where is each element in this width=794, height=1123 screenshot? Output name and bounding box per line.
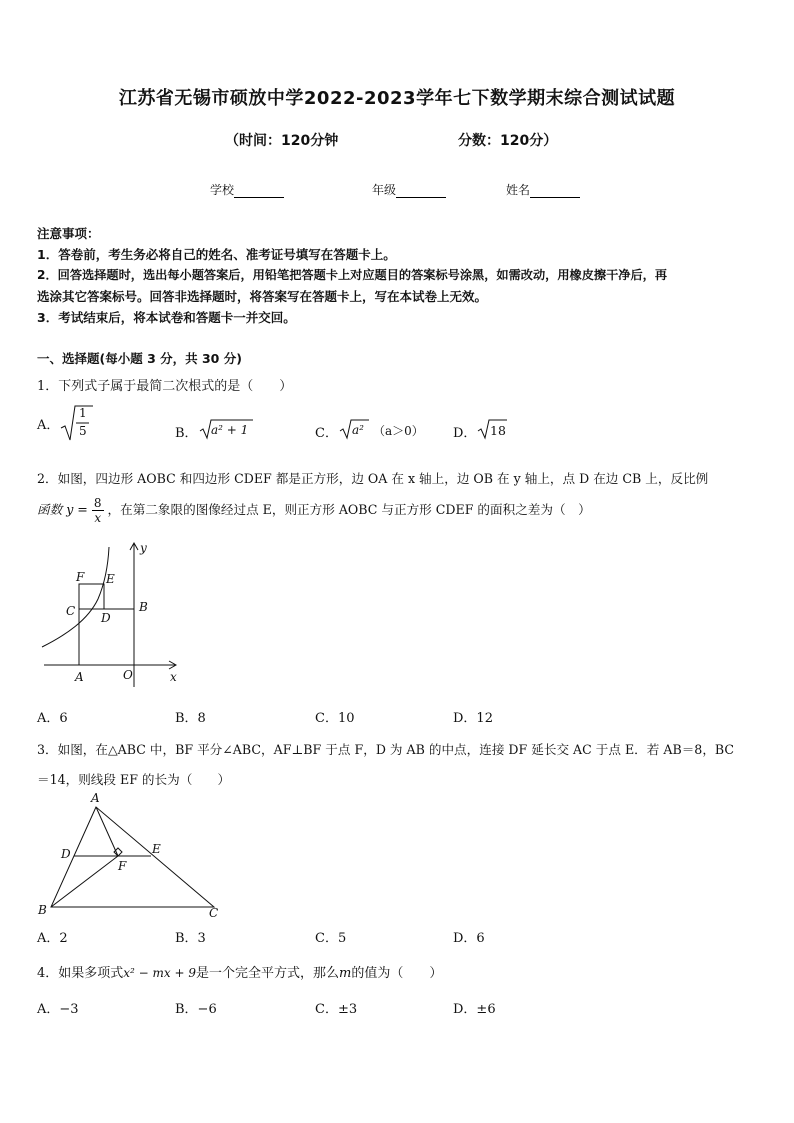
q3-label-c: C	[209, 906, 219, 920]
q3-triangle-abc	[51, 807, 214, 907]
q2-label-e: E	[106, 572, 115, 586]
q1-option-c	[315, 422, 424, 441]
q4-option-a: A．−3	[37, 1002, 79, 1017]
q2-label-a: A	[75, 670, 84, 684]
exam-time: （时间：120分钟	[225, 133, 339, 149]
q2-hyperbola	[42, 547, 109, 647]
q4-option-b: B．−6	[175, 1002, 217, 1017]
q2-option-b: B．8	[175, 711, 206, 726]
q3-label-b: B	[38, 903, 47, 917]
q4-var: m	[339, 966, 352, 981]
q2-line2-rest: ，在第二象限的图像经过点 E，则正方形 AOBC 与正方形 CDEF 的面积之差为（ ）	[107, 502, 591, 517]
q1-option-b	[175, 422, 249, 441]
q2-func-prefix: 函数 y =	[37, 502, 88, 517]
section-heading: 一、选择题(每小题 3 分，共 30 分)	[37, 351, 242, 366]
q1-c-condition: （a＞0）	[373, 424, 424, 438]
q2-label-b: B	[139, 600, 148, 614]
q2-label-x: x	[170, 670, 177, 684]
notes-heading: 注意事项：	[37, 226, 100, 241]
name-field	[506, 181, 580, 198]
q3-option-d: D．6	[453, 931, 485, 946]
q1-a-radical	[59, 404, 93, 444]
q3-option-a: A．2	[37, 931, 68, 946]
note-2a: 2．回答选择题时，选出每小题答案后，用铅笔把答题卡上对应题目的答案标号涂黑，如需改动，用橡皮擦干净后，再	[37, 268, 668, 282]
grade-label: 年级	[372, 183, 397, 197]
q2-label-o: O	[123, 668, 133, 682]
q1-option-a	[37, 406, 87, 438]
q2-line2	[37, 496, 591, 525]
note-2b: 选涂其它答案标号。回答非选择题时，将答案写在答题卡上，写在本试卷上无效。	[37, 289, 488, 304]
page-title: 江苏省无锡市硕放中学2022-2023学年七下数学期末综合测试试题	[118, 88, 676, 109]
q4-post: 的值为（ ）	[351, 966, 443, 981]
q3-label-a: A	[91, 791, 100, 805]
q2-label-c: C	[66, 604, 76, 618]
name-blank	[530, 185, 580, 198]
q3-option-c: C．5	[315, 931, 347, 946]
q1-a-numerator: 1	[79, 406, 87, 420]
note-1: 1．答卷前，考生务必将自己的姓名、准考证号填写在答题卡上。	[37, 247, 396, 262]
q4-stem	[37, 962, 442, 981]
q3-figure	[34, 790, 234, 922]
school-label: 学校	[210, 183, 235, 197]
q1-c-expr: a²	[352, 423, 364, 437]
q2-frac-den: x	[94, 511, 102, 525]
q3-label-e: E	[152, 842, 161, 856]
q1-a-label: A．	[37, 418, 60, 433]
q3-segment-af	[96, 807, 118, 856]
q3-label-d: D	[61, 847, 71, 861]
q4-mid: 是一个完全平方式，那么	[196, 966, 340, 981]
school-field	[210, 181, 284, 198]
q1-stem: 1．下列式子属于最简二次根式的是（ ）	[37, 379, 293, 394]
q3-line2: ＝14，则线段 EF 的长为（ ）	[37, 772, 231, 787]
q3-line1: 3．如图，在△ABC 中，BF 平分∠ABC，AF⊥BF 于点 F，D 为 AB 的中点，连接 DF 延长交 AC 于点 E．若 AB＝8，BC	[37, 742, 735, 757]
q2-option-d: D．12	[453, 711, 493, 726]
exam-score: 分数：120分）	[458, 133, 558, 149]
q1-b-expr: a² + 1	[211, 423, 249, 437]
name-label: 姓名	[506, 183, 531, 197]
q2-label-d: D	[101, 611, 111, 625]
q1-d-expr: 18	[490, 423, 506, 438]
q3-option-b: B．3	[175, 931, 206, 946]
q4-option-d: D．±6	[453, 1002, 496, 1017]
q3-label-f: F	[118, 859, 127, 873]
q4-option-c: C．±3	[315, 1002, 358, 1017]
q1-a-denominator: 5	[79, 424, 87, 438]
q4-polynomial: x² − mx + 9	[123, 966, 197, 980]
q2-frac-num: 8	[93, 496, 102, 510]
grade-blank	[396, 185, 446, 198]
q1-c-label: C．	[315, 426, 338, 441]
q4-pre: 4．如果多项式	[37, 966, 124, 981]
q2-line1: 2．如图，四边形 AOBC 和四边形 CDEF 都是正方形，边 OA 在 x 轴上，边 OB 在 y 轴上，点 D 在边 CB 上，反比例	[37, 471, 709, 486]
q2-option-a: A．6	[37, 711, 68, 726]
q1-option-d	[453, 422, 506, 441]
grade-field	[372, 181, 446, 198]
q2-label-f: F	[76, 570, 85, 584]
q2-fraction	[92, 496, 104, 525]
school-blank	[234, 185, 284, 198]
q2-square-cdef	[79, 584, 104, 609]
q1-d-label: D．	[453, 426, 477, 441]
q2-option-c: C．10	[315, 711, 355, 726]
q1-b-label: B．	[175, 426, 198, 441]
q3-segment-bf	[51, 856, 118, 907]
q2-label-y: y	[140, 541, 147, 555]
note-3: 3．考试结束后，将本试卷和答题卡一并交回。	[37, 310, 296, 325]
q2-figure	[36, 535, 186, 695]
